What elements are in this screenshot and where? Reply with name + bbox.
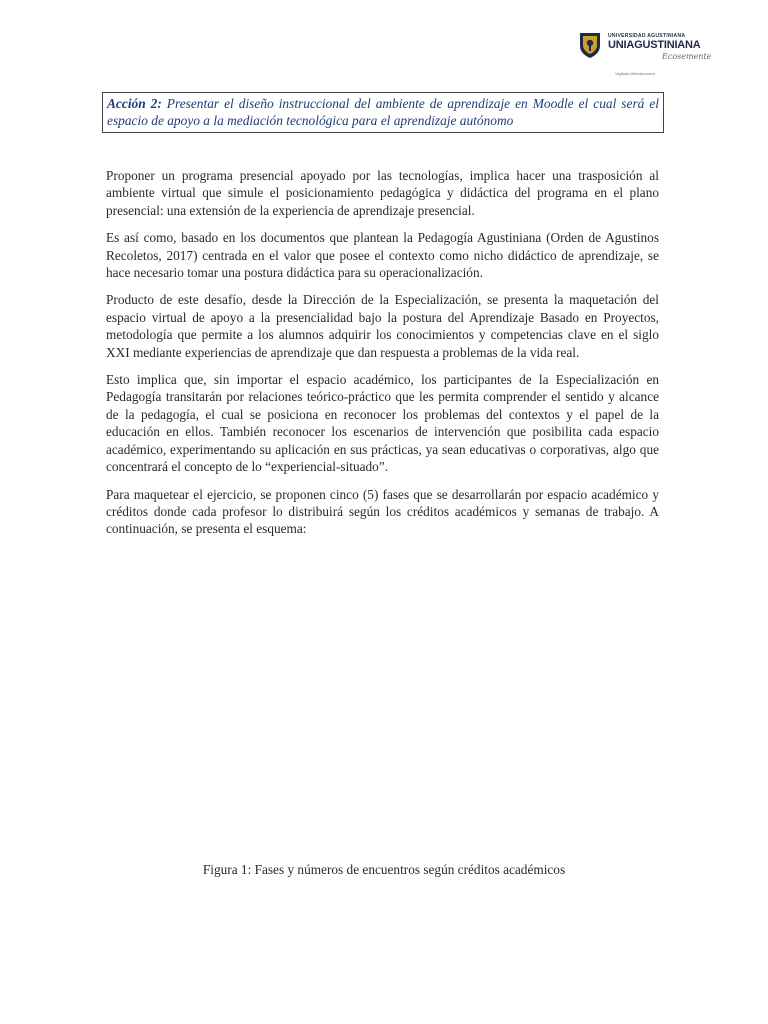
paragraph-2: Es así como, basado en los documentos que plantean la Pedagogía Agustiniana (Orden de Agustinos Recoletos, 2017) centrada en el valor que posee el contexto como nicho didáctico de aprendizaje, se hace necesario tomar una postura didáctica para su operacionalización. — [106, 230, 659, 281]
body-text — [106, 167, 659, 538]
logo-wordmark: UNIAGUSTINIANA — [608, 39, 701, 51]
paragraph-1: Proponer un programa presencial apoyado por las tecnologías, implica hacer una trasposición al ambiente virtual que simule el posicionamiento pedagógica y didáctica del programa en el plano presencial: una extensión de la experiencia de aprendizaje presencial. — [106, 168, 659, 218]
action-label: Acción 2: — [107, 96, 162, 111]
paragraph-3: Producto de este desafío, desde la Dirección de la Especialización, se presenta la maquetación del espacio virtual de apoyo a la presencialidad bajo la postura del Aprendizaje Basado en Proyectos, metodología que permite a los alumnos adquirir los conocimientos y competencias clave en el siglo XXI mediante experiencias de aprendizaje que dan respuesta a problemas de la vida real. — [106, 292, 659, 360]
logo-tagline: Vigilada Mineducación — [615, 71, 655, 76]
shield-emblem-icon — [578, 31, 602, 59]
paragraph-5: Para maquetear el ejercicio, se proponen cinco (5) fases que se desarrollarán por espacio académico y créditos donde cada profesor lo distribuirá según los créditos académicos y semanas de trabajo. A continuación, se presenta el esquema: — [106, 486, 659, 537]
action-box — [102, 92, 664, 133]
logo-university-label: UNIVERSIDAD AGUSTINIANA — [608, 33, 686, 39]
figure-caption: Figura 1: Fases y números de encuentros según créditos académicos — [202, 862, 566, 877]
logo-script-text: Ecosemente — [662, 52, 712, 61]
paragraph-4: Esto implica que, sin importar el espacio académico, los participantes de la Especialización en Pedagogía transitarán por relaciones teórico-práctico que les permita comprender el sentido y alcance de la pedagogía, el cual se posiciona en reconocer los problemas del contextos y el papel de la educación en ellos. También reconocer los escenarios de intervención que posibilita cada espacio académico, experimentando su aplicación en sus prácticas, ya sean educativas o corporativas, algo que concentrará el concepto de lo “experiencial-situado”. — [106, 372, 659, 475]
university-logo — [578, 28, 712, 84]
action-text: Presentar el diseño instruccional del ambiente de aprendizaje en Moodle el cual será el espacio de apoyo a la mediación tecnológica para el aprendizaje autónomo — [107, 96, 659, 128]
